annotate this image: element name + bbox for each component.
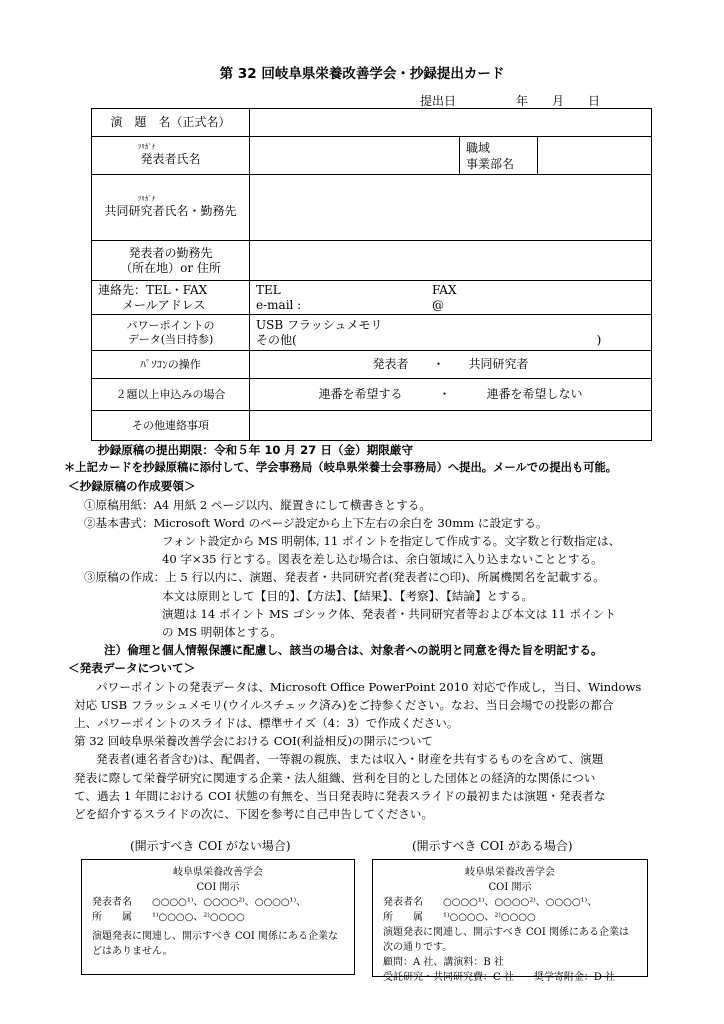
box-org: 岐阜県栄養改善学会 xyxy=(465,867,555,878)
form-row-other xyxy=(92,411,652,441)
ppt-label: パワーポイントの データ(当日持参) xyxy=(92,315,250,351)
tel-email-labels: TEL e-mail : xyxy=(256,282,302,312)
ppt-paragraph-line2: 対応 USB フラッシュメモリ(ウイルスチェック済み)をご持参ください。なお、当日会場での投影の都合 xyxy=(74,697,614,712)
address-field[interactable] xyxy=(250,241,652,281)
section-heading-data: ＜発表データについて＞ xyxy=(68,661,196,676)
rule-content-font-cont: の MS 明朝体とする。 xyxy=(162,625,282,640)
rule-format: ②基本書式：Microsoft Word のページ設定から上下左右の余白を 30mm に設定する。 xyxy=(84,515,548,530)
other-field[interactable] xyxy=(250,411,652,441)
presenter-label: 発表者氏名 xyxy=(140,151,201,166)
notice-text: ＊上記カードを抄録原稿に添付して、学会事務局（岐阜県栄養士会事務局）へ提出。メールでの提出も可能。 xyxy=(64,461,618,475)
other-label: その他連絡事項 xyxy=(92,411,250,441)
box-org: 岐阜県栄養改善学会 xyxy=(173,867,263,878)
title-label: 演 題 名（正式名） xyxy=(92,109,250,137)
section-heading-abstract: ＜抄録原稿の作成要領＞ xyxy=(68,479,196,494)
box-presenter-label: 発表者名 xyxy=(92,897,132,908)
form-row-presenter xyxy=(92,137,652,175)
presenter-field[interactable] xyxy=(250,137,460,175)
rule-paper: ①原稿用紙：A4 用紙 2 ページ以内、縦置きにして横書きとする。 xyxy=(84,497,431,512)
box-statement: 演題発表に関連し、開示すべき COI 関係にある企業などはありません。 xyxy=(92,931,338,957)
box-affil-row xyxy=(92,910,344,925)
ppt-field[interactable]: USB フラッシュメモリ その他( ) xyxy=(250,315,652,351)
box-affil-label: 所 属 xyxy=(92,912,132,923)
address-label: 発表者の勤務先 （所在地）or 住所 xyxy=(92,241,250,281)
multiple-options[interactable]: 連番を希望する ・ 連番を希望しない xyxy=(250,379,652,411)
box-presenter-value: ○○○○¹⁾、○○○○²⁾、○○○○¹⁾、 xyxy=(443,897,598,908)
coi-paragraph-line1: 発表者(連名者含む)は、配偶者、一等親の親族、または収入・財産を共有するものを含めて、演題 xyxy=(96,752,604,767)
box-presenter-row xyxy=(383,895,637,910)
form-row-coauthors xyxy=(92,175,652,241)
presenter-label-cell xyxy=(92,137,250,175)
multiple-label: ２題以上申込みの場合 xyxy=(92,379,250,411)
coi-example-none xyxy=(81,859,355,975)
box-heading: COI 開示 xyxy=(196,882,240,893)
box-statement: 演題発表に関連し、開示すべき COI 関係にある企業は次の通りです。 xyxy=(383,927,629,953)
box-coi-line2: 受託研究・共同研究費：C 社 奨学寄附金：D 社 xyxy=(383,972,616,983)
form-row-title xyxy=(92,109,652,137)
form-row-multiple xyxy=(92,379,652,411)
submission-form xyxy=(91,108,652,441)
box-affil-value: ¹⁾○○○○、²⁾○○○○ xyxy=(443,912,536,923)
workplace-label: 職域 事業部名 xyxy=(460,137,538,175)
coi-paragraph-line3: て、過去 1 年間における COI 状態の有無を、当日発表時に発表スライドの最初または演題・発表者な xyxy=(74,788,606,803)
deadline-text: 抄録原稿の提出期限：令和５年 10 月 27 日（金）期限厳守 xyxy=(98,443,414,457)
title-field[interactable] xyxy=(250,109,652,137)
box-heading: COI 開示 xyxy=(488,882,532,893)
box-affil-value: ¹⁾○○○○、²⁾○○○○ xyxy=(152,912,245,923)
contact-field[interactable] xyxy=(250,281,652,315)
coauthor-label-cell xyxy=(92,175,250,241)
box-presenter-label: 発表者名 xyxy=(383,897,423,908)
ppt-paragraph-line3: 上、パワーポイントのスライドは、標準サイズ（4：3）で作成ください。 xyxy=(74,716,459,731)
contact-label: 連絡先：TEL・FAX メールアドレス xyxy=(92,281,250,315)
workplace-field[interactable] xyxy=(538,137,652,175)
submission-date[interactable]: 提出日 年 月 日 xyxy=(420,94,601,108)
form-row-workplace-address xyxy=(92,241,652,281)
box-affil-label: 所 属 xyxy=(383,912,423,923)
coi-example-present xyxy=(372,859,648,983)
rule-content-structure: 本文は原則として【目的】、【方法】、【結果】、【考察】、【結論】とする。 xyxy=(162,588,533,603)
coauthor-label: 共同研究者氏名・勤務先 xyxy=(104,203,237,218)
box-coi-line1: 顧問：A 社、講演料：B 社 xyxy=(383,957,504,968)
pc-label: ﾊﾟｿｺﾝの操作 xyxy=(92,351,250,379)
rule-format-size: 40 字×35 行とする。図表を差し込む場合は、余白領域に入り込まないこととする。 xyxy=(162,552,603,567)
furigana-label: ﾌﾘｶﾞﾅ xyxy=(137,195,156,204)
rule-content: ③原稿の作成：上 5 行以内に、演題、発表者・共同研究者(発表者に○印)、所属機関名を記載する。 xyxy=(84,570,605,585)
pc-options[interactable]: 発表者 ・ 共同研究者 xyxy=(250,351,652,379)
box-presenter-value: ○○○○¹⁾、○○○○²⁾、○○○○¹⁾、 xyxy=(152,897,307,908)
form-row-pc-operation xyxy=(92,351,652,379)
form-row-contact xyxy=(92,281,652,315)
caption-with-coi: (開示すべき COI がある場合) xyxy=(412,839,573,853)
box-affil-row xyxy=(383,910,637,925)
ethics-note: 注）倫理と個人情報保護に配慮し、該当の場合は、対象者への説明と同意を得た旨を明記する。 xyxy=(104,643,603,658)
box-presenter-row xyxy=(92,895,344,910)
ppt-paragraph-line1: パワーポイントの発表データは、Microsoft Office PowerPoint 2010 対応で作成し，当日、Windows xyxy=(96,679,642,694)
coi-paragraph-line4: どを紹介するスライドの次に、下図を参考に自己申告してください。 xyxy=(74,807,434,822)
caption-no-coi: (開示すべき COI がない場合) xyxy=(130,839,291,853)
rule-content-font: 演題は 14 ポイント MS ゴシック体、発表者・共同研究者等および本文は 11 ポイント xyxy=(162,606,616,621)
coi-heading: 第 32 回岐阜県栄養改善学会における COI(利益相反)の開示について xyxy=(74,734,434,749)
coauthor-field[interactable] xyxy=(250,175,652,241)
fax-labels: FAX @ xyxy=(432,282,457,312)
form-row-ppt-data xyxy=(92,315,652,351)
furigana-label: ﾌﾘｶﾞﾅ xyxy=(137,143,156,152)
coi-paragraph-line2: 発表に際して栄養学研究に関連する企業・法人組織、営利を目的とした団体との経済的な関係につい xyxy=(74,770,596,785)
page-title: 第 32 回岐阜県栄養改善学会・抄録提出カード xyxy=(219,66,505,82)
instructions xyxy=(64,441,664,823)
rule-format-font: フォント設定から MS 明朝体, 11 ポイントを指定して作成する。文字数と行数指定は、 xyxy=(162,534,621,549)
